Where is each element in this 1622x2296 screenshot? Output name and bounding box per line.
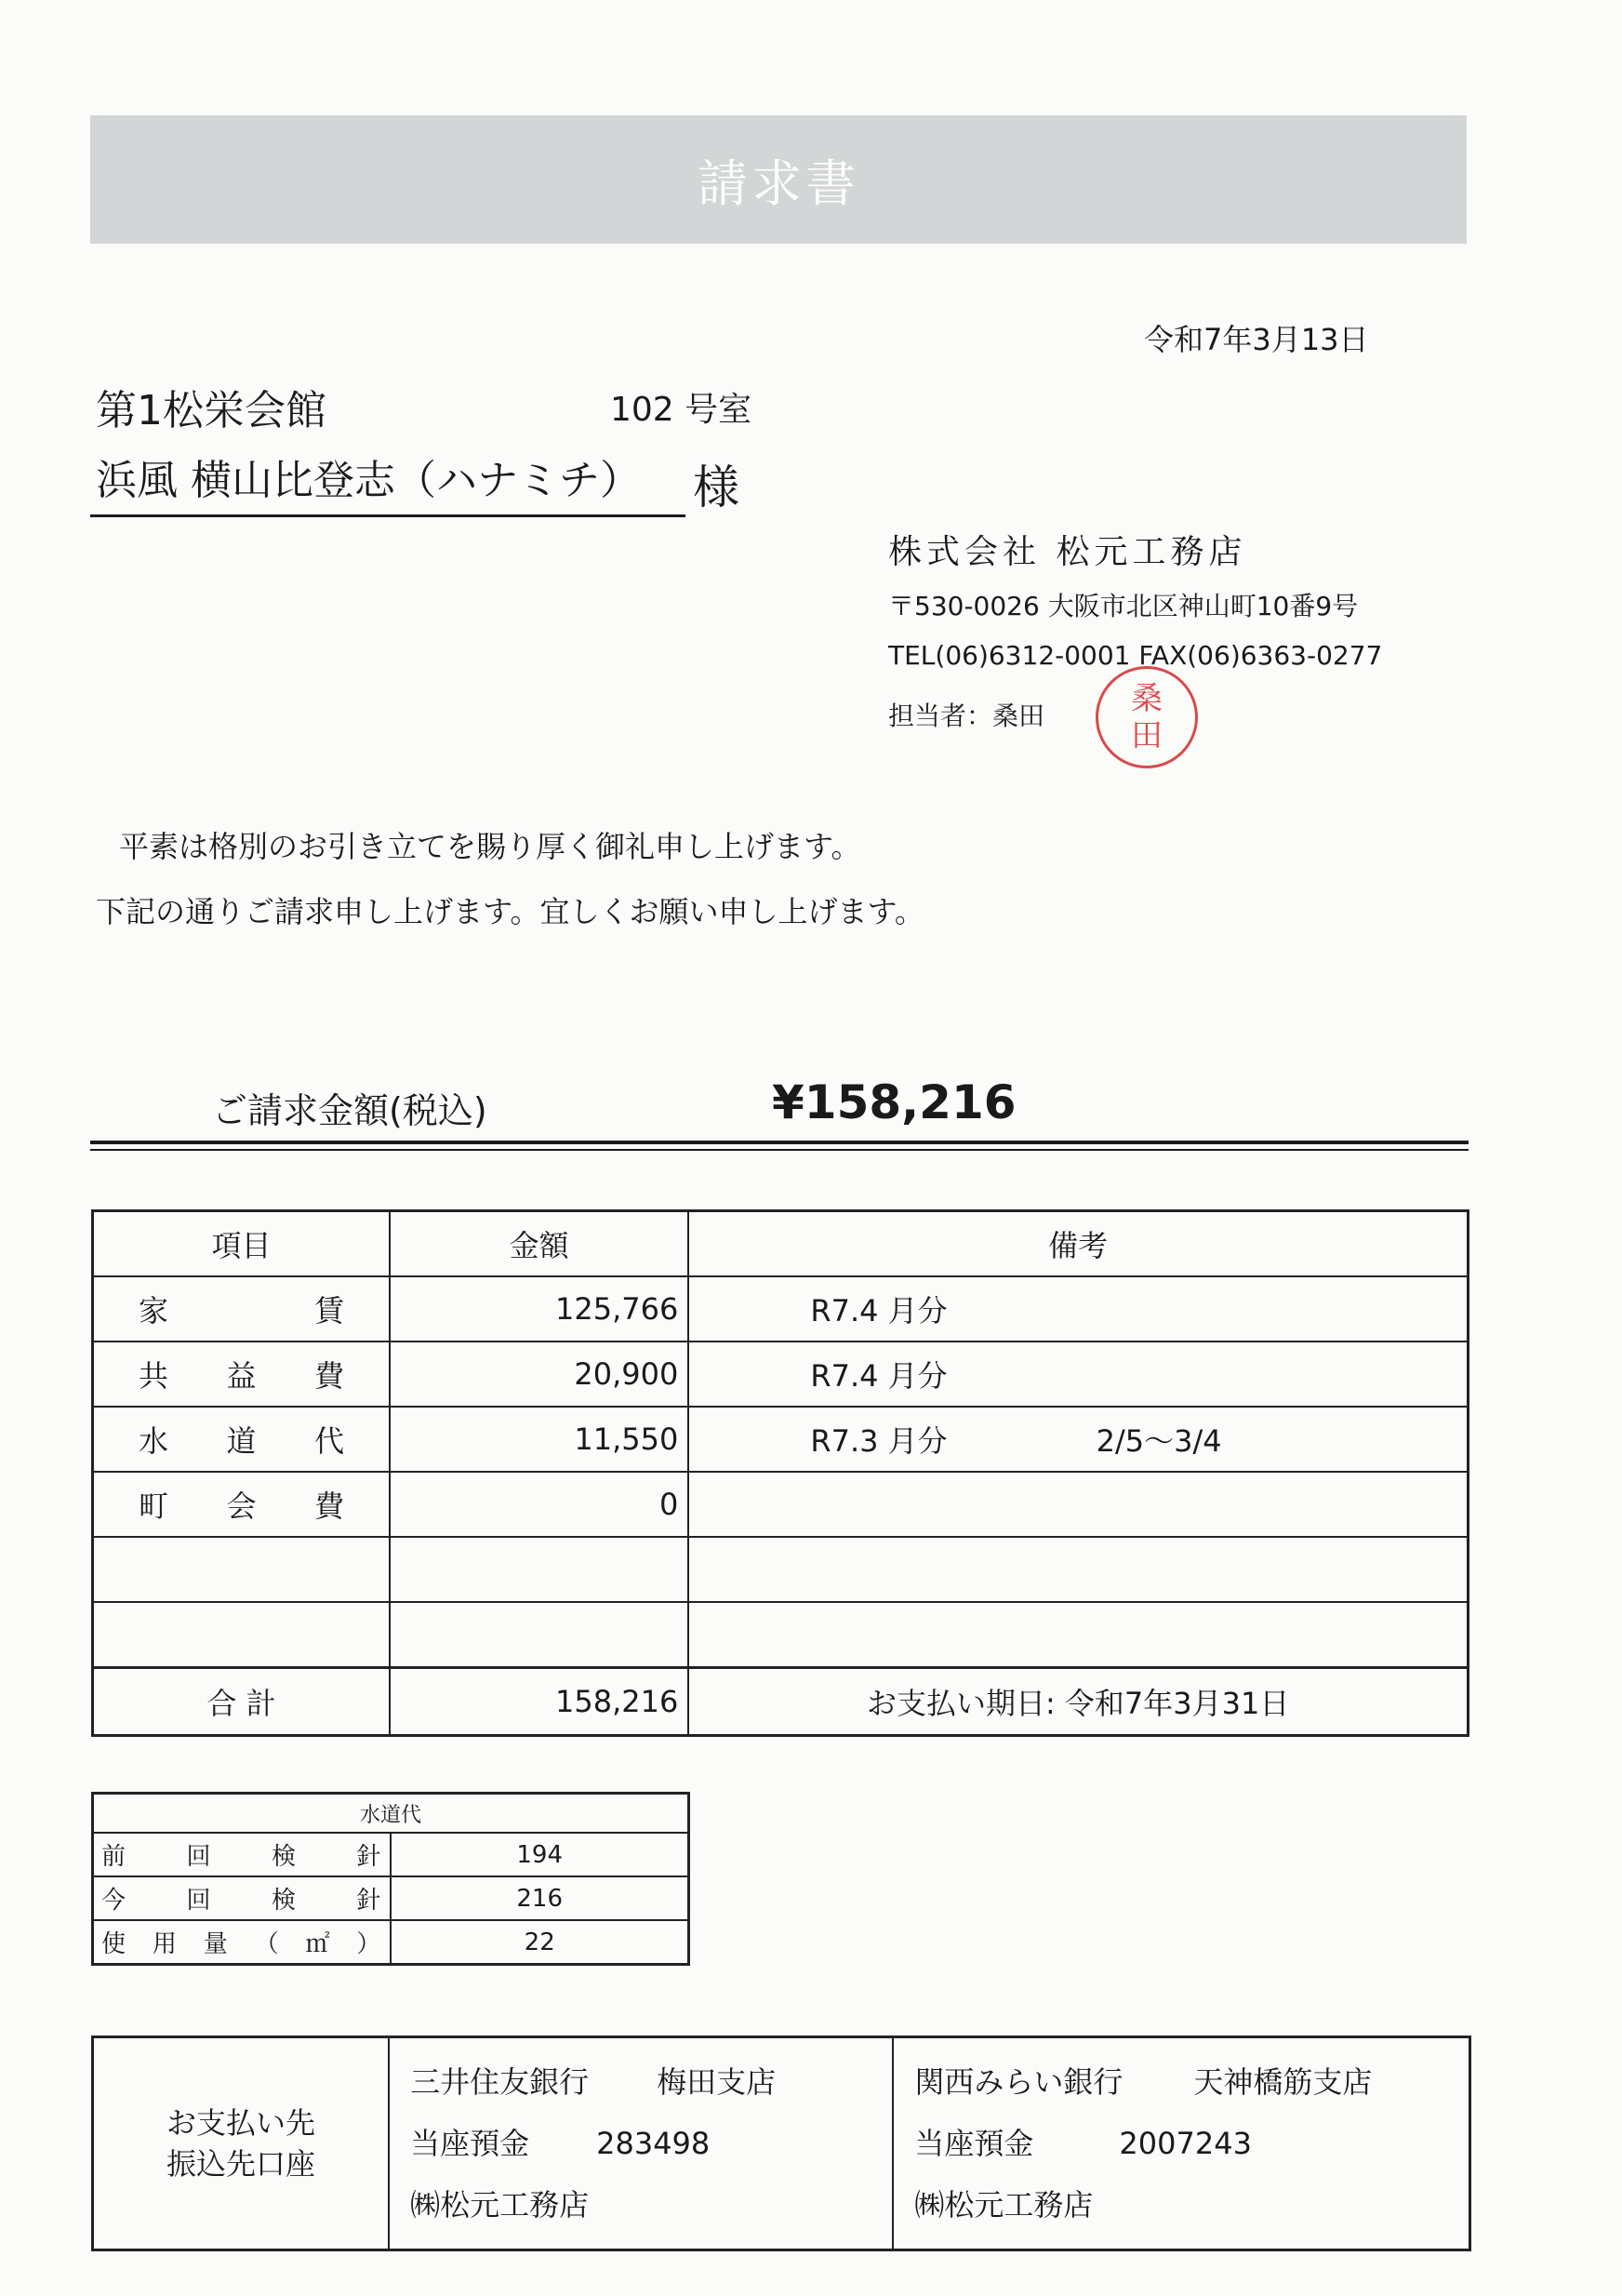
amount-common-fee: 20,900: [390, 1342, 688, 1407]
bank-1-account-number: 283498: [596, 2126, 711, 2161]
table-row: [93, 1407, 1469, 1472]
seal-char-1: 桑: [1131, 680, 1163, 717]
item-common-fee: 共 益 費: [93, 1342, 391, 1407]
bank-2-holder: ㈱松元工務店: [914, 2187, 1094, 2223]
table-row: [93, 1833, 689, 1876]
table-total-row: [93, 1668, 1469, 1736]
header-note: 備考: [688, 1211, 1468, 1277]
amount-town-fee: 0: [390, 1472, 688, 1537]
honorific: 様: [693, 461, 739, 514]
tenant-underline: [90, 514, 685, 517]
amount-double-rule-bottom: [90, 1149, 1469, 1151]
header-amount: 金額: [390, 1211, 688, 1277]
greeting-line-1: 平素は格別のお引き立てを賜り厚く御礼申し上げます。: [119, 829, 861, 864]
bank-1-holder: ㈱松元工務店: [410, 2187, 590, 2223]
payment-label-line-1: お支払い先: [166, 2105, 316, 2141]
seal-char-2: 田: [1131, 717, 1163, 754]
amount-water: 11,550: [390, 1407, 688, 1472]
personal-seal-stamp: [1096, 666, 1198, 768]
table-row-empty: [93, 1537, 1469, 1602]
table-row: [93, 1876, 689, 1920]
water-current-label: 今 回 検 針: [93, 1876, 392, 1920]
water-period: 2/5～3/4: [1096, 1423, 1222, 1459]
total-label: 合 計: [93, 1668, 391, 1736]
water-table-title: 水道代: [93, 1794, 689, 1834]
bank-2-branch: 天神橋筋支店: [1193, 2064, 1373, 2100]
bank-account-1: [389, 2037, 893, 2250]
note-water: R7.3 月分 2/5～3/4: [688, 1407, 1468, 1472]
note-common-fee: R7.4 月分: [688, 1342, 1468, 1407]
tenant-name: 浜風 横山比登志（ハナミチ）: [96, 457, 641, 504]
billing-amount-label: ご請求金額(税込): [212, 1090, 487, 1131]
issuer-contact: TEL(06)6312-0001 FAX(06)6363-0277: [888, 640, 1383, 671]
payment-label-line-2: 振込先口座: [166, 2146, 316, 2182]
item-town-fee: 町 会 費: [93, 1472, 391, 1537]
table-row: [93, 1276, 1469, 1342]
payment-account-table: [91, 2036, 1471, 2251]
total-amount: 158,216: [390, 1668, 688, 1736]
bank-1-account-type: 当座預金: [410, 2126, 530, 2161]
table-row: [93, 1472, 1469, 1537]
room-number: 102 号室: [610, 391, 752, 429]
invoice-title-band: [90, 115, 1467, 244]
issuer-company: 株式会社 松元工務店: [888, 533, 1247, 571]
bank-account-2: [893, 2037, 1469, 2250]
invoice-title: 請求書: [698, 154, 859, 213]
issuer-address: 〒530-0026 大阪市北区神山町10番9号: [888, 591, 1359, 621]
payment-due-date: お支払い期日: 令和7年3月31日: [688, 1668, 1468, 1736]
payment-label: [93, 2037, 390, 2250]
invoice-items-table: [91, 1209, 1469, 1737]
bank-1-branch: 梅田支店: [657, 2064, 777, 2100]
water-meter-table: [91, 1792, 690, 1966]
water-usage-value: 22: [391, 1920, 688, 1965]
bank-2-name: 関西みらい銀行: [914, 2064, 1123, 2100]
table-row: [93, 1920, 689, 1965]
issuer-staff: 担当者：桑田: [888, 701, 1045, 731]
item-water: 水 道 代: [93, 1407, 391, 1472]
bank-2-account-type: 当座預金: [914, 2126, 1034, 2161]
table-row-empty: [93, 1602, 1469, 1668]
item-rent: 家 賃: [93, 1276, 391, 1342]
water-current-value: 216: [391, 1876, 688, 1920]
bank-2-account-number: 2007243: [1119, 2126, 1252, 2161]
billing-amount-value: ¥158,216: [772, 1075, 1017, 1129]
note-town-fee: [688, 1472, 1468, 1537]
table-header-row: [93, 1211, 1469, 1277]
building-name: 第1松栄会館: [96, 387, 326, 434]
water-usage-label: 使 用 量 （ ㎡ ）: [93, 1920, 392, 1965]
amount-rent: 125,766: [390, 1276, 688, 1342]
greeting-line-2: 下記の通りご請求申し上げます。宜しくお願い申し上げます。: [96, 894, 924, 929]
amount-double-rule-top: [90, 1141, 1469, 1144]
note-rent: R7.4 月分: [688, 1276, 1468, 1342]
table-row: [93, 1342, 1469, 1407]
water-previous-value: 194: [391, 1833, 688, 1876]
water-previous-label: 前 回 検 針: [93, 1833, 392, 1876]
issue-date: 令和7年3月13日: [1144, 322, 1369, 357]
bank-1-name: 三井住友銀行: [410, 2064, 590, 2100]
header-item: 項目: [93, 1211, 391, 1277]
